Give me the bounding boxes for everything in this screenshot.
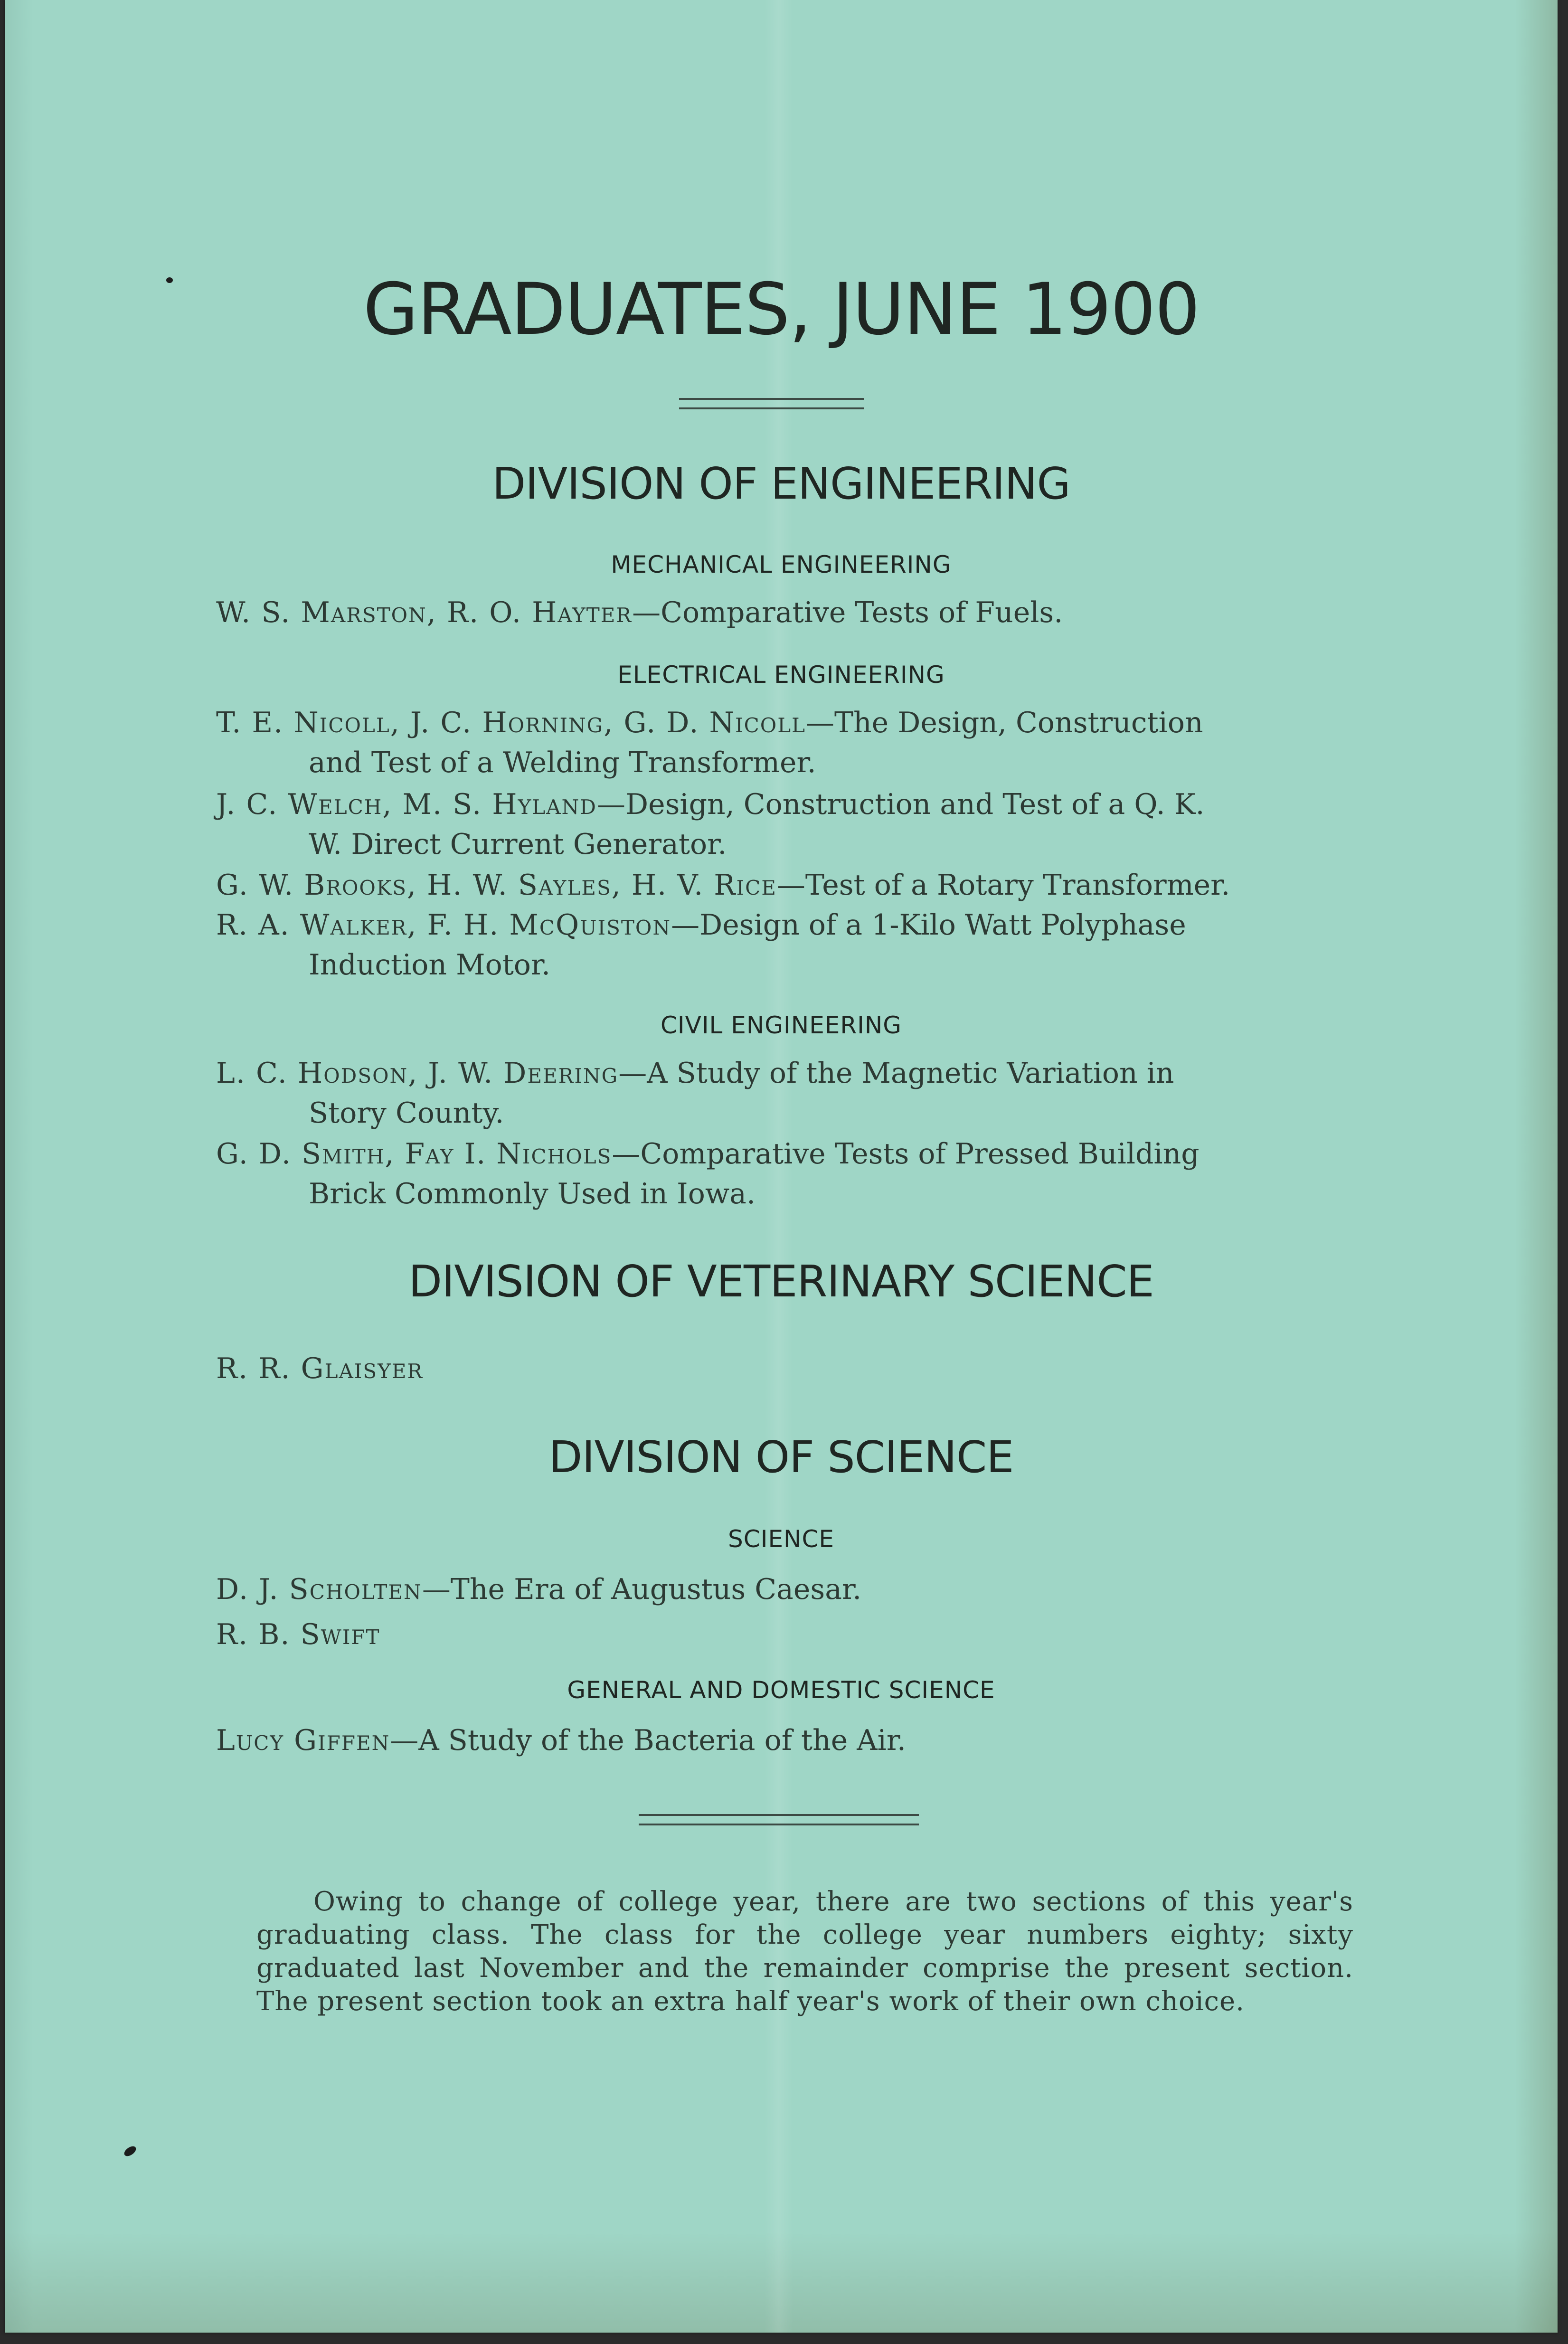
page-title: GRADUATES, JUNE 1900 (363, 268, 1200, 351)
graduate-entry (216, 905, 1339, 985)
graduate-names: D. J. Scholten (216, 1573, 422, 1606)
graduate-names: G. D. Smith, Fay I. Nichols (216, 1137, 612, 1171)
division-heading-veterinary: DIVISION OF VETERINARY SCIENCE (408, 1256, 1154, 1307)
document-page (5, 0, 1558, 2333)
graduate-entry (216, 784, 1339, 864)
ink-speck (123, 2144, 138, 2158)
department-heading-electrical: ELECTRICAL ENGINEERING (617, 661, 945, 689)
explanatory-note: Owing to change of college year, there are two sections of this year's graduating class. The class for the college year numbers eighty; sixty graduated last November and the remainder comprise the present section. The present section took an extra half year's work of their own choice. (256, 1886, 1353, 2017)
thesis-title-continued: W. Direct Current Generator. (309, 828, 727, 861)
graduate-entry (216, 1569, 1339, 1609)
title-divider (679, 398, 864, 409)
department-heading-domestic: GENERAL AND DOMESTIC SCIENCE (567, 1676, 995, 1704)
thesis-title-continued: Induction Motor. (309, 948, 551, 982)
department-heading-science: SCIENCE (728, 1525, 834, 1553)
thesis-title-continued: Brick Commonly Used in Iowa. (309, 1177, 756, 1210)
graduate-entry (216, 1053, 1339, 1133)
graduate-entry (216, 1349, 1339, 1389)
thesis-title-continued: and Test of a Welding Transformer. (309, 746, 816, 779)
graduate-entry (216, 865, 1339, 905)
graduate-names: Lucy Giffen (216, 1724, 390, 1757)
thesis-title: —Comparative Tests of Pressed Building (612, 1137, 1200, 1171)
graduate-entry (216, 1134, 1339, 1214)
thesis-title: —The Era of Augustus Caesar. (422, 1573, 862, 1606)
thesis-title: —A Study of the Bacteria of the Air. (390, 1724, 906, 1757)
graduate-names: L. C. Hodson, J. W. Deering (216, 1057, 619, 1090)
graduate-names: G. W. Brooks, H. W. Sayles, H. V. Rice (216, 869, 777, 902)
thesis-title-continued: Story County. (309, 1096, 504, 1130)
footer-divider (639, 1814, 919, 1825)
graduate-entry (216, 1615, 1339, 1654)
ink-speck (166, 277, 173, 283)
thesis-title: —Test of a Rotary Transformer. (776, 869, 1230, 902)
thesis-title: —Design, Construction and Test of a Q. K. (596, 788, 1205, 821)
graduate-names: R. B. Swift (216, 1618, 380, 1651)
thesis-title: —Design of a 1-Kilo Watt Polyphase (671, 908, 1186, 942)
division-heading-science: DIVISION OF SCIENCE (548, 1432, 1014, 1483)
thesis-title: —A Study of the Magnetic Variation in (618, 1057, 1174, 1090)
thesis-title: —The Design, Construction (805, 706, 1203, 739)
thesis-title: —Comparative Tests of Fuels. (632, 596, 1063, 629)
graduate-names: W. S. Marston, R. O. Hayter (216, 596, 633, 629)
division-heading-engineering: DIVISION OF ENGINEERING (492, 458, 1070, 509)
graduate-entry (216, 1720, 1339, 1760)
department-heading-civil: CIVIL ENGINEERING (660, 1011, 902, 1039)
department-heading-mechanical: MECHANICAL ENGINEERING (611, 551, 952, 578)
graduate-names: R. R. Glaisyer (216, 1352, 424, 1385)
graduate-entry (216, 593, 1339, 633)
graduate-entry (216, 703, 1339, 783)
graduate-names: T. E. Nicoll, J. C. Horning, G. D. Nicoll (216, 706, 806, 739)
graduate-names: R. A. Walker, F. H. McQuiston (216, 908, 671, 942)
graduate-names: J. C. Welch, M. S. Hyland (216, 788, 597, 821)
